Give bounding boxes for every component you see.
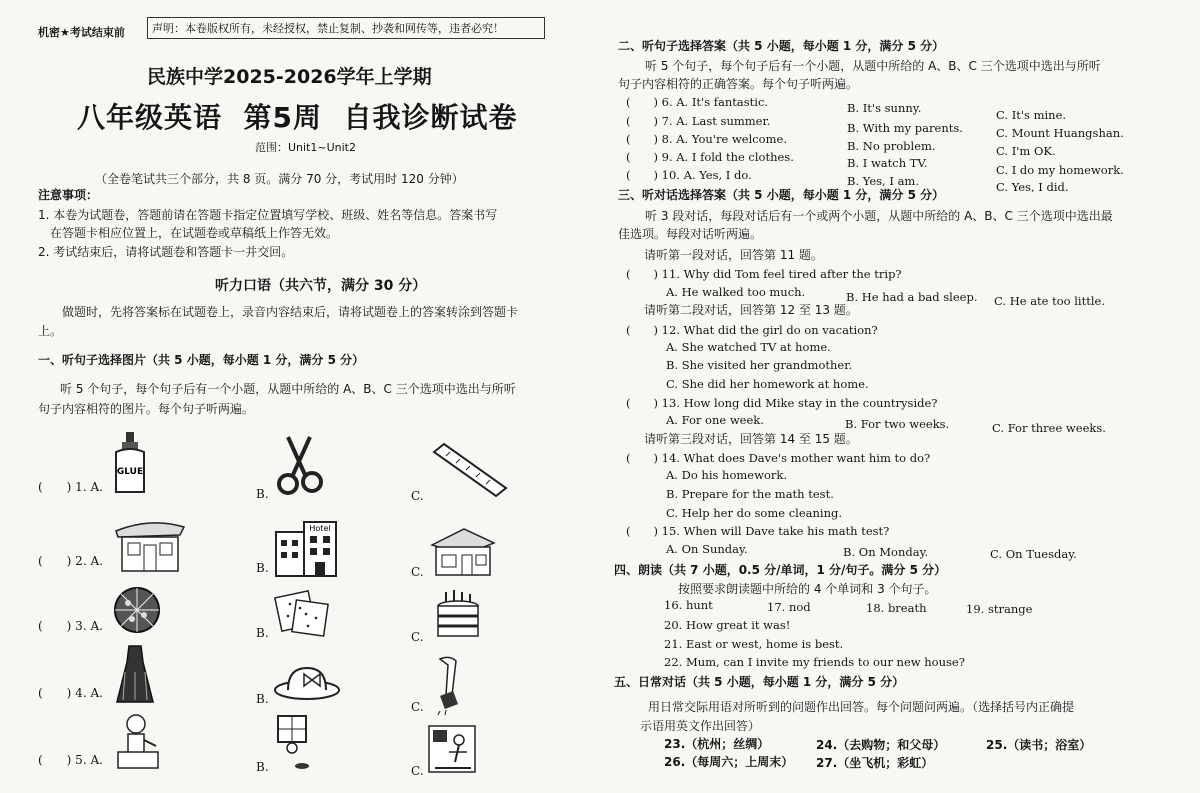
section1-instr-1: 听 5 个句子，每个句子后有一个小题，从题中所给的 A、B、C 三个选项中选出与所听 bbox=[60, 382, 516, 396]
q23: 23.（杭州；丝绸） bbox=[664, 737, 770, 751]
window-cleaning-icon bbox=[272, 712, 317, 772]
dialog3-heading: 请听第三段对话，回答第 14 至 15 题。 bbox=[644, 432, 858, 446]
scarf-icon bbox=[428, 655, 468, 715]
q11-c: C. He ate too little. bbox=[994, 294, 1105, 308]
q13-c: C. For three weeks. bbox=[992, 421, 1106, 435]
q6-b: B. It's sunny. bbox=[847, 101, 922, 115]
glue-bottle-icon bbox=[110, 430, 160, 500]
q8: ( ) 8. A. You're welcome. bbox=[626, 132, 787, 146]
q9: ( ) 9. A. I fold the clothes. bbox=[626, 150, 794, 164]
hotel-sign: Hotel bbox=[309, 524, 331, 533]
listening-heading: 听力口语（共六节，满分 30 分） bbox=[215, 278, 427, 294]
q6-c: C. It's mine. bbox=[996, 108, 1067, 122]
q13-a: A. For one week. bbox=[666, 413, 764, 427]
section5-instr-1: 用日常交际用语对所听到的问题作出回答。每个问题问两遍。（选择括号内正确提 bbox=[648, 700, 1075, 714]
cracker-icon bbox=[272, 588, 332, 638]
sentence-20: 20. How great it was! bbox=[664, 618, 791, 632]
q26: 26.（每周六；上周末） bbox=[664, 755, 794, 769]
q10-c: C. Yes, I did. bbox=[996, 180, 1069, 194]
section3-instr-2: 佳选项。每段对话听两遍。 bbox=[618, 227, 763, 241]
right-page bbox=[600, 0, 1200, 793]
q5-b: B. bbox=[256, 760, 269, 774]
page-title: 八年级英语 第5周 自我诊断试卷 bbox=[77, 101, 518, 134]
q14-b: B. Prepare for the math test. bbox=[666, 487, 834, 501]
q4-label: ( ) 4. A. bbox=[38, 686, 103, 700]
sentence-21: 21. East or west, home is best. bbox=[664, 637, 844, 651]
q12: ( ) 12. What did the girl do on vacation? bbox=[626, 323, 878, 337]
section3-instr-1: 听 3 段对话，每段对话后有一个或两个小题，从题中所给的 A、B、C 三个选项中选出最 bbox=[645, 209, 1113, 223]
q8-b: B. No problem. bbox=[847, 139, 936, 153]
q13-b: B. For two weeks. bbox=[845, 417, 950, 431]
dialog2-heading: 请听第二段对话，回答第 12 至 13 题。 bbox=[644, 303, 858, 317]
q24: 24.（去购物；和父母） bbox=[816, 738, 946, 752]
q3-label: ( ) 3. A. bbox=[38, 619, 103, 633]
q9-b: B. I watch TV. bbox=[847, 156, 928, 170]
restaurant-icon bbox=[110, 515, 190, 575]
q7-b: B. With my parents. bbox=[847, 121, 963, 135]
scissors-icon bbox=[270, 432, 330, 497]
q14-a: A. Do his homework. bbox=[666, 468, 787, 482]
boy-cooking-icon bbox=[110, 712, 165, 772]
hat-icon bbox=[272, 662, 342, 702]
birthday-cake-icon bbox=[432, 588, 482, 643]
q12-a: A. She watched TV at home. bbox=[666, 340, 831, 354]
q12-c: C. She did her homework at home. bbox=[666, 377, 869, 391]
q5-label: ( ) 5. A. bbox=[38, 753, 103, 767]
q9-c: C. I do my homework. bbox=[996, 163, 1124, 177]
pizza-icon bbox=[112, 585, 162, 635]
q2-b: B. bbox=[256, 561, 269, 575]
q3-c: C. bbox=[411, 630, 424, 644]
section2-heading: 二、听句子选择答案（共 5 小题，每小题 1 分，满分 5 分） bbox=[618, 39, 945, 53]
q11-b: B. He had a bad sleep. bbox=[846, 290, 978, 304]
q13: ( ) 13. How long did Mike stay in the countryside? bbox=[626, 396, 938, 410]
notes-item-1a: 1. 本卷为试题卷，答题前请在答题卡指定位置填写学校、班级、姓名等信息。答案书写 bbox=[38, 208, 498, 222]
q27: 27.（坐飞机；彩虹） bbox=[816, 756, 934, 770]
room-cleaning-icon bbox=[425, 722, 480, 777]
q15-c: C. On Tuesday. bbox=[990, 547, 1077, 561]
school-term: 民族中学2025-2026学年上学期 bbox=[147, 66, 432, 88]
scope: 范围：Unit1~Unit2 bbox=[255, 141, 356, 154]
notes-item-1b: 在答题卡相应位置上，在试题卷或草稿纸上作答无效。 bbox=[50, 226, 339, 240]
section2-instr-1: 听 5 个句子，每个句子后有一个小题，从题中所给的 A、B、C 三个选项中选出与所听 bbox=[645, 59, 1101, 73]
section4-heading: 四、朗读（共 7 小题，0.5 分/单词，1 分/句子。满分 5 分） bbox=[614, 563, 947, 577]
copyright-notice: 声明：本卷版权所有，未经授权，禁止复制、抄袭和网传等，违者必究！ bbox=[147, 17, 545, 39]
sentence-22: 22. Mum, can I invite my friends to our new house? bbox=[664, 655, 965, 669]
word-17: 17. nod bbox=[767, 600, 811, 614]
q5-c: C. bbox=[411, 764, 424, 778]
listening-intro-1: 做题时，先将答案标在试题卷上，录音内容结束后，请将试题卷上的答案转涂到答题卡 bbox=[62, 305, 519, 319]
q7-c: C. Mount Huangshan. bbox=[996, 126, 1124, 140]
ruler-icon bbox=[430, 440, 510, 500]
listening-intro-2: 上。 bbox=[38, 324, 63, 338]
q14: ( ) 14. What does Dave's mother want him to do? bbox=[626, 451, 931, 465]
exam-info: （全卷笔试共三个部分，共 8 页。满分 70 分，考试用时 120 分钟） bbox=[95, 172, 464, 186]
q15: ( ) 15. When will Dave take his math test? bbox=[626, 524, 890, 538]
word-16: 16. hunt bbox=[664, 598, 713, 612]
q7: ( ) 7. A. Last summer. bbox=[626, 114, 771, 128]
q2-c: C. bbox=[411, 565, 424, 579]
notes-heading: 注意事项： bbox=[38, 188, 99, 202]
q12-b: B. She visited her grandmother. bbox=[666, 358, 853, 372]
q15-a: A. On Sunday. bbox=[666, 542, 748, 556]
glue-text: GLUE bbox=[116, 467, 144, 477]
section4-instr: 按照要求朗读题中所给的 4 个单词和 3 个句子。 bbox=[678, 582, 937, 596]
dress-icon bbox=[115, 642, 155, 707]
notes-item-2: 2. 考试结束后，请将试题卷和答题卡一并交回。 bbox=[38, 245, 294, 259]
store-icon bbox=[428, 525, 498, 580]
q4-b: B. bbox=[256, 692, 269, 706]
q6: ( ) 6. A. It's fantastic. bbox=[626, 95, 769, 109]
section1-instr-2: 句子内容相符的图片。每个句子听两遍。 bbox=[38, 402, 255, 416]
q3-b: B. bbox=[256, 626, 269, 640]
q1-label: ( ) 1. A. bbox=[38, 480, 103, 494]
section5-instr-2: 示语用英文作出回答） bbox=[640, 719, 761, 733]
hotel-icon bbox=[272, 518, 342, 578]
word-19: 19. strange bbox=[966, 602, 1033, 616]
q1-c: C. bbox=[411, 489, 424, 503]
q10-b: B. Yes, I am. bbox=[847, 174, 919, 188]
section3-heading: 三、听对话选择答案（共 5 小题，每小题 1 分，满分 5 分） bbox=[618, 188, 945, 202]
section5-heading: 五、日常对话（共 5 小题，每小题 1 分，满分 5 分） bbox=[614, 675, 905, 689]
q11-a: A. He walked too much. bbox=[666, 285, 806, 299]
q14-c: C. Help her do some cleaning. bbox=[666, 506, 843, 520]
q4-c: C. bbox=[411, 700, 424, 714]
q8-c: C. I'm OK. bbox=[996, 144, 1056, 158]
q25: 25.（读书；浴室） bbox=[986, 738, 1092, 752]
section2-instr-2: 句子内容相符的正确答案。每个句子听两遍。 bbox=[618, 77, 859, 91]
dialog1-heading: 请听第一段对话，回答第 11 题。 bbox=[644, 248, 823, 262]
q11: ( ) 11. Why did Tom feel tired after the trip? bbox=[626, 267, 902, 281]
q2-label: ( ) 2. A. bbox=[38, 554, 103, 568]
q15-b: B. On Monday. bbox=[843, 545, 929, 559]
q10: ( ) 10. A. Yes, I do. bbox=[626, 168, 752, 182]
section1-heading: 一、听句子选择图片（共 5 小题，每小题 1 分，满分 5 分） bbox=[38, 353, 365, 367]
secret-mark: 机密★考试结束前 bbox=[38, 26, 125, 39]
q1-b: B. bbox=[256, 487, 269, 501]
word-18: 18. breath bbox=[866, 601, 927, 615]
